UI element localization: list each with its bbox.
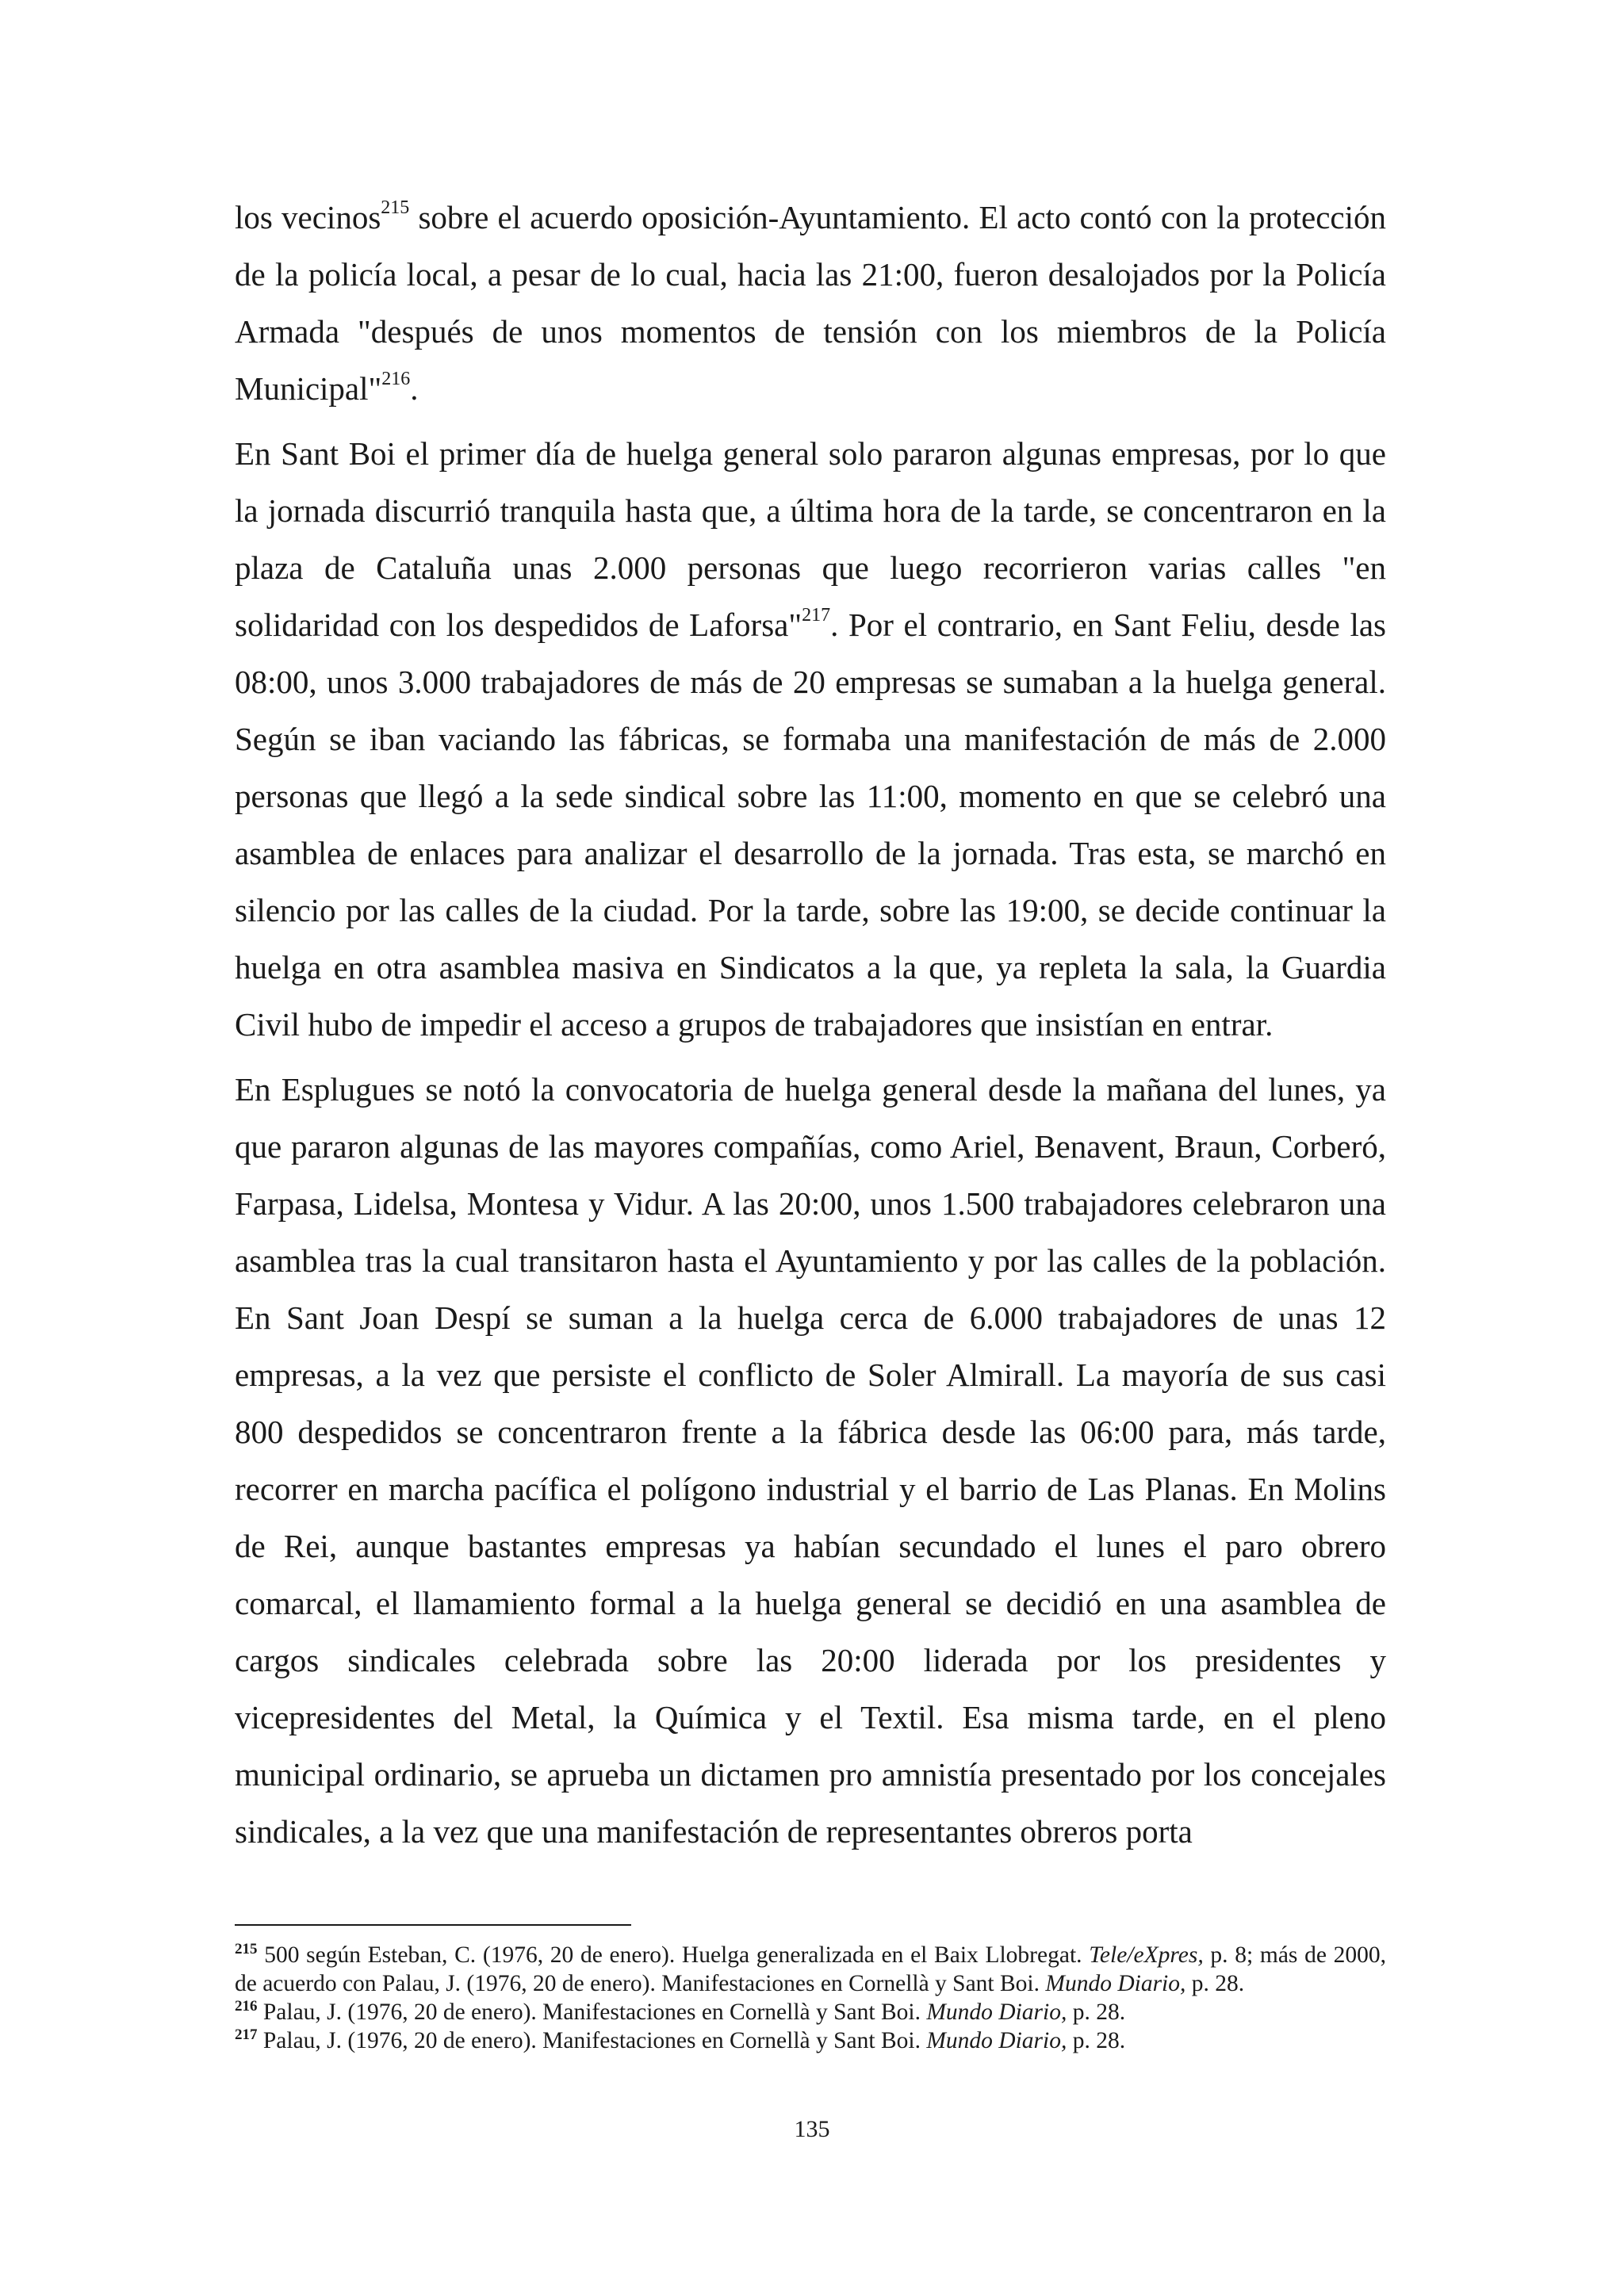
footnote-text: p. 28. bbox=[1067, 2028, 1126, 2053]
footnote-separator bbox=[235, 1924, 631, 1926]
footnote-text: p. 28. bbox=[1185, 1971, 1245, 1996]
source-title: Mundo Diario, bbox=[926, 1999, 1067, 2025]
paragraph bbox=[235, 425, 1386, 1053]
footnote bbox=[235, 1998, 1386, 2026]
footnotes bbox=[235, 1941, 1386, 2055]
footnote-text: p. 8; más de 2000, de acuerdo con Palau, J. (1976, 20 de enero). Manifestaciones en Cornellà y Sant Boi. bbox=[235, 1942, 1387, 1996]
paragraph-text: sobre el acuerdo oposición-Ayuntamiento. El acto contó con la protección de la policía local, a pesar de lo cual, hacia las 21:00, fueron desalojados por la Policía Armada "después de unos momentos de tensión con los miembros de la Policía Municipal" bbox=[235, 199, 1386, 407]
footnote-text: p. 28. bbox=[1067, 1999, 1126, 2025]
footnote-ref[interactable]: 217 bbox=[802, 605, 831, 626]
source-title: Mundo Diario, bbox=[1045, 1971, 1186, 1996]
paragraph-text: . Por el contrario, en Sant Feliu, desde las 08:00, unos 3.000 trabajadores de más de 20 empresas se sumaban a la huelga general. Según se iban vaciando las fábricas, se formaba una manifestación de más de 2.000 personas que llegó a la sede sindical sobre las 11:00, momento en que se celebró una asamblea de enlaces para analizar el desarrollo de la jornada. Tras esta, se marchó en silencio por las calles de la ciudad. Por la tarde, sobre las 19:00, se decide continuar la huelga en otra asamblea masiva en Sindicatos a la que, ya repleta la sala, la Guardia Civil hubo de impedir el acceso a grupos de trabajadores que insistían en entrar. bbox=[235, 607, 1386, 1043]
footnote-number: 216 bbox=[235, 1998, 258, 2015]
source-title: Tele/eXpres, bbox=[1089, 1942, 1204, 1968]
footnote-number: 215 bbox=[235, 1941, 258, 1958]
footnote bbox=[235, 2026, 1386, 2055]
footnote-ref[interactable]: 216 bbox=[381, 369, 411, 390]
source-title: Mundo Diario, bbox=[926, 2028, 1067, 2053]
page-number: 135 bbox=[794, 2116, 830, 2142]
footnote bbox=[235, 1941, 1386, 1998]
paragraph-text: En Esplugues se notó la convocatoria de huelga general desde la mañana del lunes, ya que pararon algunas de las mayores compañías, como Ariel, Benavent, Braun, Corberó, Farpasa, Lidelsa, Montesa y Vidur. A las 20:00, unos 1.500 trabajadores celebraron una asamblea tras la cual transitaron hasta el Ayuntamiento y por las calles de la población. En Sant Joan Despí se suman a la huelga cerca de 6.000 trabajadores de unas 12 empresas, a la vez que persiste el conflicto de Soler Almirall. La mayoría de sus casi 800 despedidos se concentraron frente a la fábrica desde las 06:00 para, más tarde, recorrer en marcha pacífica el polígono industrial y el barrio de Las Planas. En Molins de Rei, aunque bastantes empresas ya habían secundado el lunes el paro obrero comarcal, el llamamiento formal a la huelga general se decidió en una asamblea de cargos sindicales celebrada sobre las 20:00 liderada por los presidentes y vicepresidentes del Metal, la Química y el Textil. Esa misma tarde, en el pleno municipal ordinario, se aprueba un dictamen pro amnistía presentado por los concejales sindicales, a la vez que una manifestación de representantes obreros porta bbox=[235, 1071, 1386, 1850]
paragraph-text: . bbox=[410, 370, 419, 407]
footnote-number: 217 bbox=[235, 2026, 258, 2044]
paragraph-text: En Sant Boi el primer día de huelga general solo pararon algunas empresas, por lo que la jornada discurrió tranquila hasta que, a última hora de la tarde, se concentraron en la plaza de Cataluña unas 2.000 personas que luego recorrieron varias calles "en solidaridad con los despedidos de Laforsa" bbox=[235, 435, 1386, 643]
paragraph bbox=[235, 1061, 1386, 1860]
footnote-text: 500 según Esteban, C. (1976, 20 de enero). Huelga generalizada en el Baix Llobregat. bbox=[257, 1942, 1090, 1968]
paragraph bbox=[235, 189, 1386, 417]
body-text bbox=[235, 189, 1386, 1868]
footnote-text: Palau, J. (1976, 20 de enero). Manifestaciones en Cornellà y Sant Boi. bbox=[257, 2028, 927, 2053]
footnote-text: Palau, J. (1976, 20 de enero). Manifestaciones en Cornellà y Sant Boi. bbox=[257, 1999, 927, 2025]
paragraph-text: los vecinos bbox=[235, 199, 381, 235]
footnote-ref[interactable]: 215 bbox=[381, 197, 410, 219]
